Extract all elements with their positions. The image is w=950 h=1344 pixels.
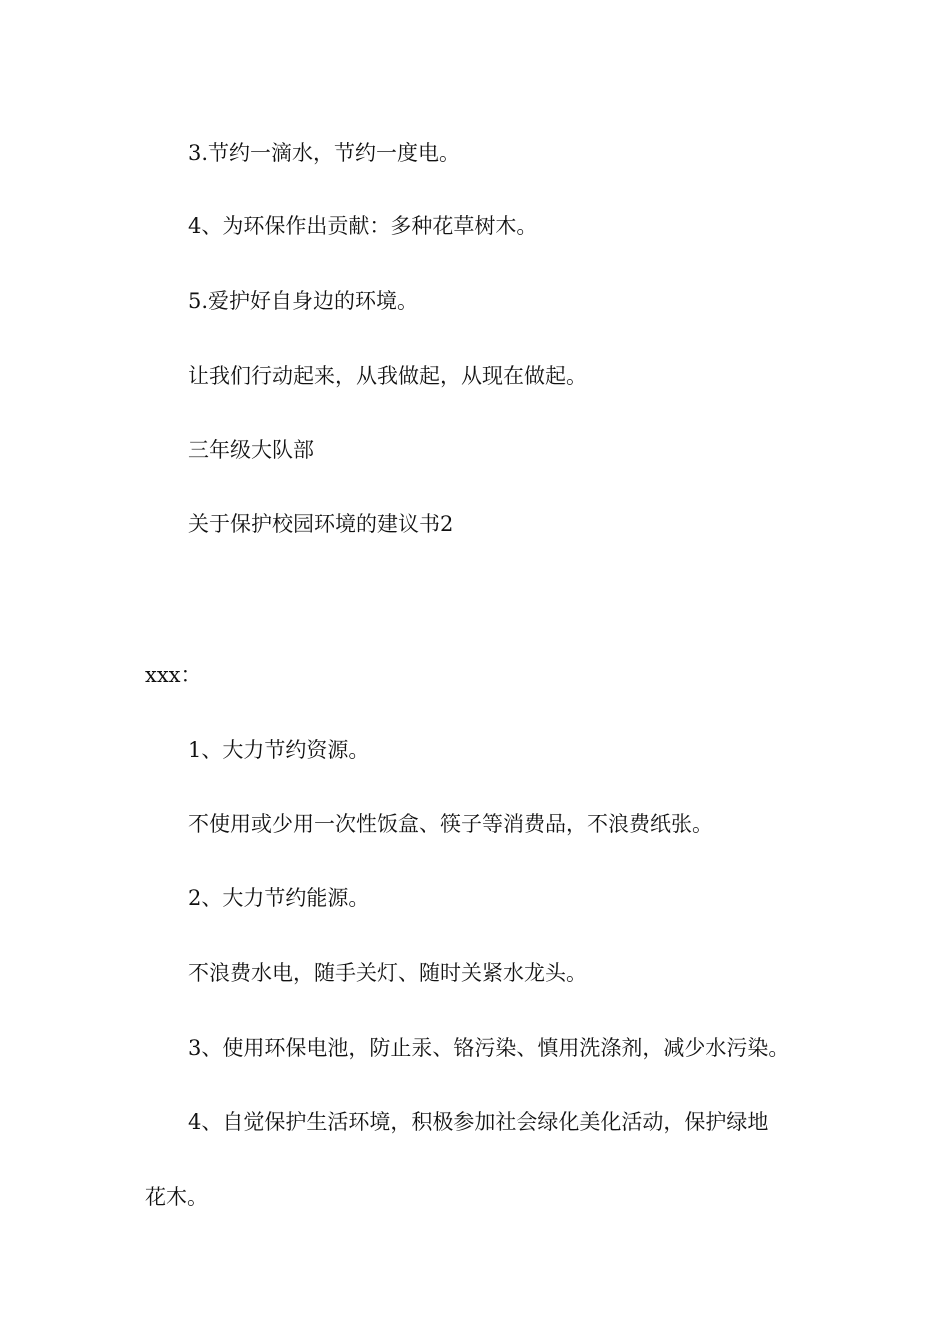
text-line-1: 3.节约一滴水，节约一度电。 <box>188 141 461 165</box>
text-line-9: 不使用或少用一次性饭盒、筷子等消费品，不浪费纸张。 <box>188 812 713 836</box>
signature-line: 三年级大队部 <box>188 438 314 462</box>
text-line-2: 4、为环保作出贡献：多种花草树木。 <box>188 214 538 238</box>
text-line-13: 4、自觉保护生活环境，积极参加社会绿化美化活动，保护绿地 <box>188 1110 769 1134</box>
text-line-3: 5.爱护好自身边的环境。 <box>188 289 419 313</box>
salutation: xxx： <box>145 663 202 687</box>
section-title: 关于保护校园环境的建议书2 <box>188 512 454 536</box>
text-line-8: 1、大力节约资源。 <box>188 738 370 762</box>
text-line-14: 花木。 <box>145 1185 208 1209</box>
text-line-11: 不浪费水电，随手关灯、随时关紧水龙头。 <box>188 961 587 985</box>
text-line-4: 让我们行动起来，从我做起，从现在做起。 <box>188 364 587 388</box>
text-line-12: 3、使用环保电池，防止汞、铬污染、慎用洗涤剂，减少水污染。 <box>188 1036 790 1060</box>
text-line-10: 2、大力节约能源。 <box>188 886 370 910</box>
